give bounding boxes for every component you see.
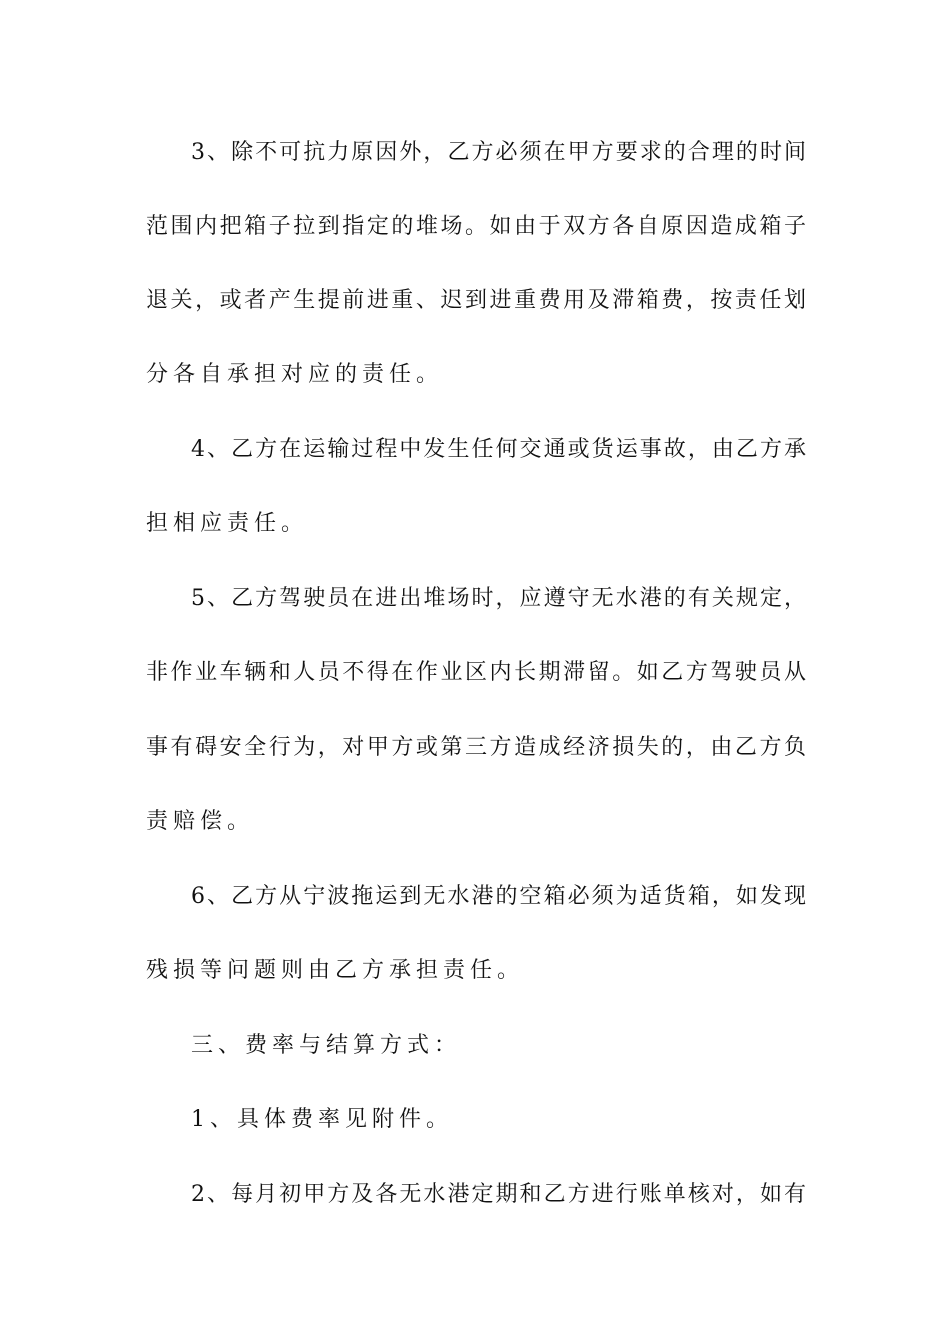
paragraph-5-line-1: 5、乙方驾驶员在进出堆场时，应遵守无水港的有关规定， [191,586,806,611]
paragraph-5-line-4: 责赔偿。 [146,809,255,834]
paragraph-4-line-1: 4、乙方在运输过程中发生任何交通或货运事故，由乙方承 [191,437,806,462]
rates-item-2-line-1: 2、每月初甲方及各无水港定期和乙方进行账单核对，如有 [191,1182,806,1207]
paragraph-3-line-1: 3、除不可抗力原因外，乙方必须在甲方要求的合理的时间 [191,140,806,165]
rates-item-1: 1、具体费率见附件。 [191,1107,453,1132]
paragraph-6-line-1: 6、乙方从宁波拖运到无水港的空箱必须为适货箱，如发现 [191,884,806,909]
paragraph-6-line-2: 残损等问题则由乙方承担责任。 [146,958,525,983]
section-heading-rates: 三、费率与结算方式： [191,1033,462,1058]
paragraph-5-line-3: 事有碍安全行为，对甲方或第三方造成经济损失的，由乙方负 [146,735,806,760]
paragraph-4-line-2: 担相应责任。 [146,511,309,536]
paragraph-3-line-4: 分各自承担对应的责任。 [146,362,444,387]
paragraph-5-line-2: 非作业车辆和人员不得在作业区内长期滞留。如乙方驾驶员从 [146,660,806,685]
paragraph-3-line-3: 退关，或者产生提前进重、迟到进重费用及滞箱费，按责任划 [146,288,806,313]
paragraph-3-line-2: 范围内把箱子拉到指定的堆场。如由于双方各自原因造成箱子 [146,214,806,239]
